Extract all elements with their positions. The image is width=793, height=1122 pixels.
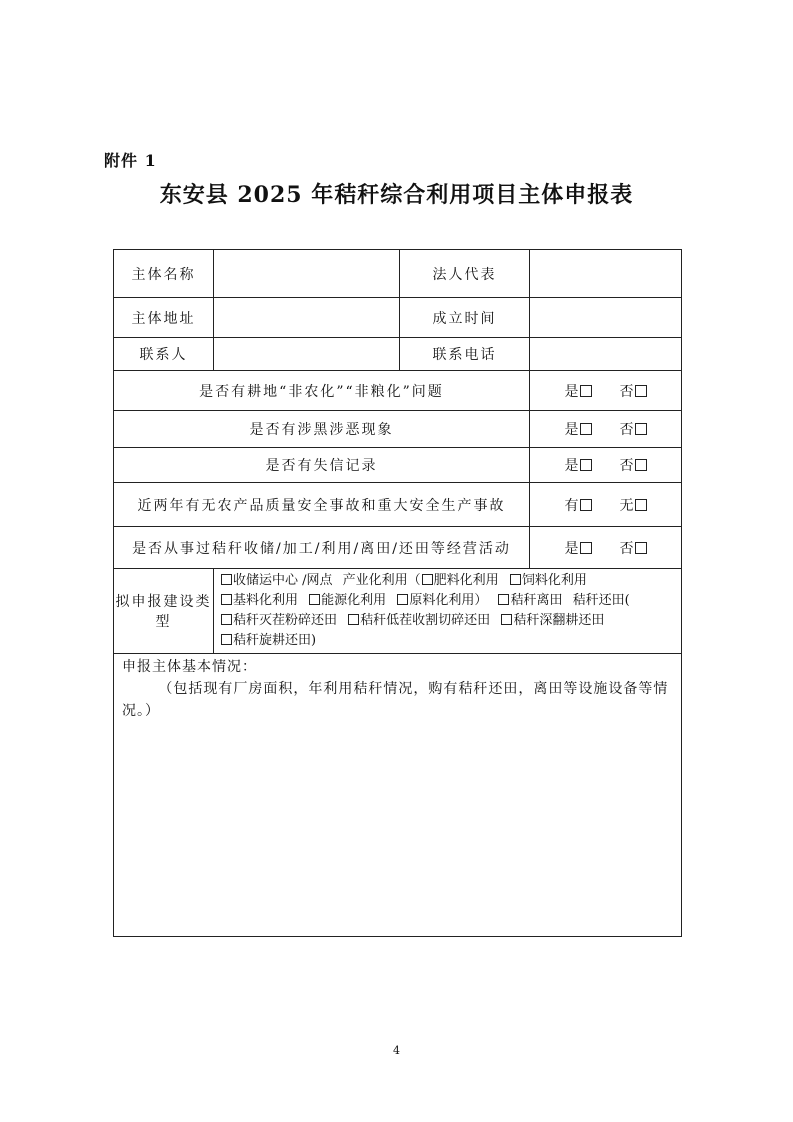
established-field[interactable] [530,298,682,338]
question-row [114,527,682,569]
option-no-label: 否 [619,422,634,438]
subject-address-field[interactable] [214,298,400,338]
option-yes-label: 是 [564,458,579,474]
type-option-label: 收储运中心 /网点 [233,573,333,588]
basic-info-row [114,654,682,937]
established-label: 成立时间 [400,298,530,338]
option-no-label: 否 [619,383,634,400]
phone-label: 联系电话 [400,338,530,371]
option-no[interactable] [620,455,647,475]
type-option-label: 秸秆灭茬粉碎还田 [233,613,338,628]
basic-info-note: （包括现有厂房面积，年利用秸秆情况，购有秸秆还田，离田等设施设备等情况。） [122,681,669,719]
form-title: 东安县 2025 年秸秆综合利用项目主体申报表 [159,182,634,208]
type-option-label: 肥料化利用 [433,573,499,588]
basic-info-label: 申报主体基本情况： [122,659,257,675]
type-option-feed[interactable] [509,573,587,588]
option-yes[interactable] [565,419,592,439]
type-group-label: 产业化利用（ [342,573,421,588]
option-yes-label: 是 [564,540,579,557]
option-yes[interactable] [565,455,592,475]
row-subject-name [114,250,682,298]
option-have-label: 有 [564,497,579,514]
checkbox-icon[interactable] [221,594,232,605]
type-group-label: 秸秆还田( [572,593,630,608]
checkbox-icon[interactable] [635,459,647,471]
option-yes[interactable] [565,381,592,401]
option-no-label: 否 [619,540,634,557]
option-no[interactable] [620,538,647,558]
legal-rep-label: 法人代表 [400,250,530,298]
option-yes-label: 是 [564,383,579,400]
attachment-label: 附件 1 [104,151,157,170]
type-option-label: 秸秆离田 [510,593,563,608]
checkbox-icon[interactable] [580,459,592,471]
checkbox-icon[interactable] [397,594,408,605]
type-option-label: 原料化利用） [409,593,488,608]
question-text: 是否有失信记录 [114,448,530,483]
checkbox-icon[interactable] [580,423,592,435]
question-row [114,448,682,483]
type-option-storage[interactable] [220,573,333,588]
type-option-label: 秸秆低茬收割切碎还田 [360,613,491,628]
page-number: 4 [393,1044,400,1057]
question-row [114,411,682,448]
type-option-crush-return[interactable] [220,613,337,628]
type-option-label: 基料化利用 [233,593,299,608]
option-no-label: 否 [619,458,634,474]
subject-name-label: 主体名称 [114,250,214,298]
subject-address-label: 主体地址 [114,298,214,338]
question-row [114,483,682,527]
type-option-label: 秸秆旋耕还田) [233,633,317,648]
question-text: 近两年有无农产品质量安全事故和重大安全生产事故 [114,483,530,527]
contact-label: 联系人 [114,338,214,371]
yes-no-options [530,371,682,411]
row-subject-address [114,298,682,338]
type-option-label: 能源化利用 [321,593,387,608]
construction-type-label: 拟申报建设类型 [114,569,214,654]
checkbox-icon[interactable] [580,385,592,397]
legal-rep-field[interactable] [530,250,682,298]
checkbox-icon[interactable] [635,423,647,435]
checkbox-icon[interactable] [221,634,232,645]
type-option-rotary-return[interactable] [220,633,316,648]
option-none-label: 无 [619,497,634,514]
application-form [113,249,682,937]
construction-type-row [114,569,682,654]
checkbox-icon[interactable] [348,614,359,625]
option-no[interactable] [620,419,647,439]
checkbox-icon[interactable] [510,574,521,585]
type-option-removal[interactable] [497,593,562,608]
type-option-deep-plow-return[interactable] [500,613,604,628]
checkbox-icon[interactable] [635,499,647,511]
option-none[interactable] [620,495,647,515]
checkbox-icon[interactable] [221,614,232,625]
checkbox-icon[interactable] [501,614,512,625]
yes-no-options [530,483,682,527]
type-option-energy[interactable] [308,593,386,608]
yes-no-options [530,448,682,483]
option-no[interactable] [620,381,647,401]
row-contact [114,338,682,371]
checkbox-icon[interactable] [580,499,592,511]
checkbox-icon[interactable] [309,594,320,605]
checkbox-icon[interactable] [221,574,232,585]
subject-name-field[interactable] [214,250,400,298]
checkbox-icon[interactable] [498,594,509,605]
question-text: 是否有涉黑涉恶现象 [114,411,530,448]
type-option-low-cut-return[interactable] [347,613,490,628]
checkbox-icon[interactable] [635,385,647,397]
checkbox-icon[interactable] [635,542,647,554]
yes-no-options [530,527,682,569]
option-yes-label: 是 [564,422,579,438]
checkbox-icon[interactable] [580,542,592,554]
question-text: 是否有耕地“非农化”“非粮化”问题 [114,371,530,411]
checkbox-icon[interactable] [422,574,433,585]
basic-info-field[interactable] [114,654,682,937]
type-option-raw-material[interactable] [396,593,487,608]
construction-type-options [214,569,682,654]
question-text: 是否从事过秸秆收储/加工/利用/离田/还田等经营活动 [114,527,530,569]
contact-field[interactable] [214,338,400,371]
type-option-label: 秸秆深翻耕还田 [513,613,605,628]
type-option-substrate[interactable] [220,593,298,608]
option-have[interactable] [565,495,592,515]
type-option-label: 饲料化利用 [521,573,587,588]
phone-field[interactable] [530,338,682,371]
option-yes[interactable] [565,538,592,558]
type-option-fertilizer[interactable] [421,573,499,588]
question-row [114,371,682,411]
yes-no-options [530,411,682,448]
